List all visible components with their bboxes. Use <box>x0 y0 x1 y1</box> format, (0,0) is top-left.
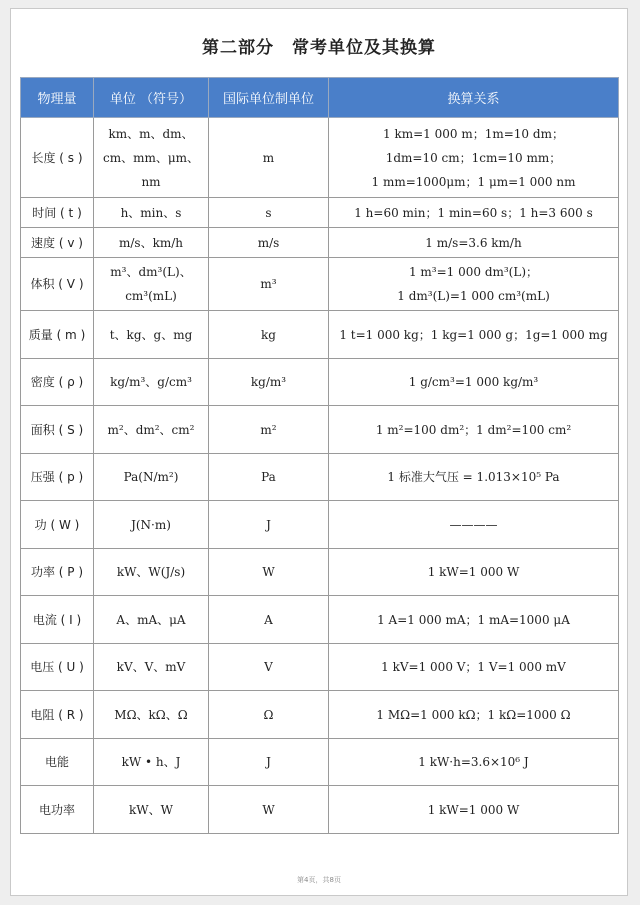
table-row <box>21 406 619 454</box>
table-row <box>21 549 619 596</box>
unit-cell: kW、W <box>94 786 209 834</box>
si-unit-cell: m³ <box>209 258 329 311</box>
conversion-cell: 1 km=1 000 m；1m=10 dm； 1dm=10 cm；1cm=10 mm； 1 mm=1000μm；1 μm=1 000 nm <box>329 118 619 198</box>
header-unit: 单位 （符号） <box>94 78 209 118</box>
si-unit-cell: J <box>209 501 329 549</box>
unit-cell: kg/m³、g/cm³ <box>94 359 209 406</box>
si-unit-cell: kg/m³ <box>209 359 329 406</box>
si-unit-cell: m/s <box>209 228 329 258</box>
si-unit-cell: m <box>209 118 329 198</box>
quantity-cell: 电压 ( U ) <box>21 644 94 691</box>
table-row <box>21 359 619 406</box>
unit-cell: kW、W(J/s) <box>94 549 209 596</box>
unit-cell: Pa(N/m²) <box>94 454 209 501</box>
quantity-cell: 功 ( W ) <box>21 501 94 549</box>
conversion-cell: 1 kV=1 000 V；1 V=1 000 mV <box>329 644 619 691</box>
si-unit-cell: m² <box>209 406 329 454</box>
table-row <box>21 228 619 258</box>
unit-cell: A、mA、μA <box>94 596 209 644</box>
header-conversion: 换算关系 <box>329 78 619 118</box>
unit-cell: h、min、s <box>94 198 209 228</box>
table-row <box>21 454 619 501</box>
header-quantity: 物理量 <box>21 78 94 118</box>
header-si-unit: 国际单位制单位 <box>209 78 329 118</box>
conversion-cell: 1 m²=100 dm²；1 dm²=100 cm² <box>329 406 619 454</box>
quantity-cell: 体积 ( V ) <box>21 258 94 311</box>
table-row <box>21 786 619 834</box>
conversion-cell: 1 t=1 000 kg；1 kg=1 000 g；1g=1 000 mg <box>329 311 619 359</box>
conversion-cell: 1 m³=1 000 dm³(L)； 1 dm³(L)=1 000 cm³(mL) <box>329 258 619 311</box>
table-row <box>21 644 619 691</box>
table-row <box>21 198 619 228</box>
unit-cell: m/s、km/h <box>94 228 209 258</box>
conversion-cell: 1 h=60 min；1 min=60 s；1 h=3 600 s <box>329 198 619 228</box>
quantity-cell: 电能 <box>21 739 94 786</box>
quantity-cell: 电功率 <box>21 786 94 834</box>
unit-cell: m³、dm³(L)、 cm³(mL) <box>94 258 209 311</box>
quantity-cell: 功率 ( P ) <box>21 549 94 596</box>
document-page <box>10 8 628 896</box>
page-title: 第二部分 常考单位及其换算 <box>202 38 436 58</box>
unit-cell: m²、dm²、cm² <box>94 406 209 454</box>
conversion-cell: 1 A=1 000 mA；1 mA=1000 μA <box>329 596 619 644</box>
quantity-cell: 面积 ( S ) <box>21 406 94 454</box>
conversion-cell: 1 MΩ=1 000 kΩ；1 kΩ=1000 Ω <box>329 691 619 739</box>
quantity-cell: 速度 ( v ) <box>21 228 94 258</box>
si-unit-cell: s <box>209 198 329 228</box>
quantity-cell: 电流 ( I ) <box>21 596 94 644</box>
page-footer: 第4页，共8页 <box>297 876 341 884</box>
conversion-cell: 1 m/s=3.6 km/h <box>329 228 619 258</box>
quantity-cell: 电阻 ( R ) <box>21 691 94 739</box>
quantity-cell: 压强 ( p ) <box>21 454 94 501</box>
table-body <box>21 118 619 834</box>
unit-cell: km、m、dm、 cm、mm、μm、 nm <box>94 118 209 198</box>
unit-cell: kW • h、J <box>94 739 209 786</box>
si-unit-cell: W <box>209 549 329 596</box>
table-header-row <box>21 78 619 118</box>
unit-conversion-table <box>20 77 619 834</box>
si-unit-cell: A <box>209 596 329 644</box>
si-unit-cell: J <box>209 739 329 786</box>
si-unit-cell: Pa <box>209 454 329 501</box>
unit-cell: kV、V、mV <box>94 644 209 691</box>
conversion-cell: 1 kW·h=3.6×10⁶ J <box>329 739 619 786</box>
conversion-cell: 1 标准大气压 = 1.013×10⁵ Pa <box>329 454 619 501</box>
quantity-cell: 密度 ( ρ ) <box>21 359 94 406</box>
table-row <box>21 258 619 311</box>
si-unit-cell: W <box>209 786 329 834</box>
quantity-cell: 质量 ( m ) <box>21 311 94 359</box>
table-row <box>21 739 619 786</box>
table-row <box>21 501 619 549</box>
conversion-cell: 1 kW=1 000 W <box>329 549 619 596</box>
unit-cell: t、kg、g、mg <box>94 311 209 359</box>
quantity-cell: 时间 ( t ) <box>21 198 94 228</box>
table-row <box>21 118 619 198</box>
table-row <box>21 691 619 739</box>
unit-cell: MΩ、kΩ、Ω <box>94 691 209 739</box>
conversion-cell: ———— <box>329 501 619 549</box>
si-unit-cell: Ω <box>209 691 329 739</box>
unit-cell: J(N·m) <box>94 501 209 549</box>
quantity-cell: 长度 ( s ) <box>21 118 94 198</box>
conversion-cell: 1 kW=1 000 W <box>329 786 619 834</box>
si-unit-cell: kg <box>209 311 329 359</box>
conversion-cell: 1 g/cm³=1 000 kg/m³ <box>329 359 619 406</box>
table-row <box>21 311 619 359</box>
si-unit-cell: V <box>209 644 329 691</box>
table-row <box>21 596 619 644</box>
